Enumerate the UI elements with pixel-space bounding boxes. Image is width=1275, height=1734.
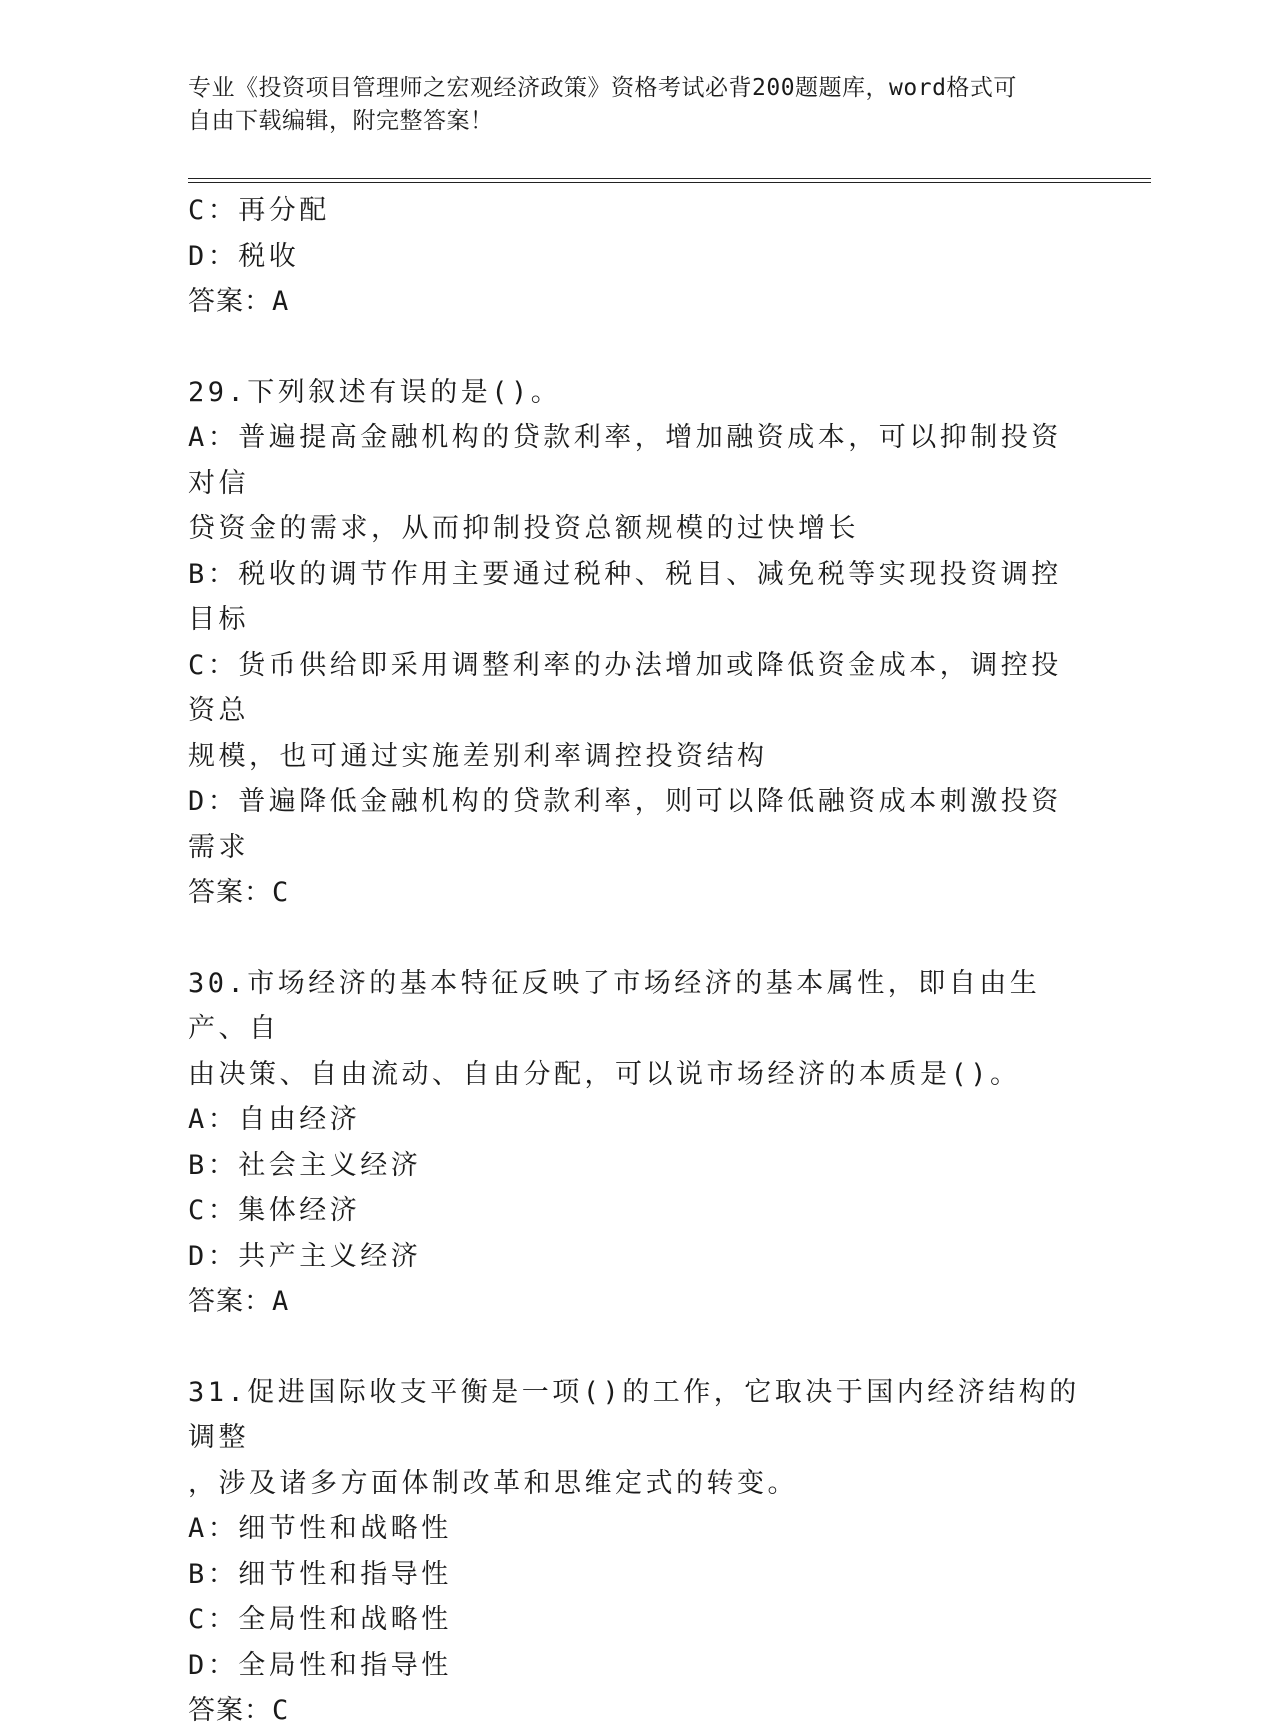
question-30	[188, 961, 1088, 1325]
option-a-line-2: 贷资金的需求，从而抑制投资总额规模的过快增长	[188, 513, 859, 544]
answer-value: A	[272, 1286, 289, 1317]
option-d: D：共产主义经济	[188, 1240, 422, 1272]
answer-value: C	[272, 877, 289, 908]
answer-line	[188, 1279, 1088, 1325]
answer-label: 答案：	[188, 1695, 272, 1726]
option-a-line-1: A：普遍提高金融机构的贷款利率，增加融资成本，可以抑制投资对信	[188, 422, 1062, 499]
answer-line	[188, 870, 1088, 916]
header-title-line-1: 专业《投资项目管理师之宏观经济政策》资格考试必背200题题库，word格式可	[188, 75, 1017, 101]
question-stem-line-1: 30.市场经济的基本特征反映了市场经济的基本属性，即自由生产、自	[188, 967, 1041, 1044]
option-c: C：集体经济	[188, 1195, 361, 1226]
answer-label: 答案：	[188, 877, 272, 908]
question-stem-line-2: 由决策、自由流动、自由分配，可以说市场经济的本质是()。	[188, 1058, 1021, 1090]
answer-value: A	[272, 286, 289, 317]
answer-line	[188, 1688, 1088, 1734]
answer-label: 答案：	[188, 286, 272, 317]
answer-line	[188, 279, 1088, 325]
option-b: B：税收的调节作用主要通过税种、税目、减免税等实现投资调控目标	[188, 558, 1062, 635]
answer-value: C	[272, 1695, 289, 1726]
question-28-tail	[188, 188, 1088, 325]
option-d: D：税收	[188, 240, 300, 272]
option-c: C：再分配	[188, 195, 330, 226]
answer-label: 答案：	[188, 1286, 272, 1317]
option-a: A：细节性和战略性	[188, 1513, 452, 1544]
header-divider	[188, 178, 1151, 183]
option-a: A：自由经济	[188, 1104, 361, 1135]
option-c-line-1: C：货币供给即采用调整利率的办法增加或降低资金成本，调控投资总	[188, 649, 1062, 726]
option-c: C：全局性和战略性	[188, 1604, 452, 1635]
question-stem-line-1: 31.促进国际收支平衡是一项()的工作，它取决于国内经济结构的调整	[188, 1376, 1080, 1453]
header-title-line-2: 自由下载编辑，附完整答案！	[188, 108, 494, 134]
question-stem-line-2: ，涉及诸多方面体制改革和思维定式的转变。	[188, 1467, 798, 1499]
document-body	[188, 188, 1088, 1734]
option-b: B：细节性和指导性	[188, 1558, 452, 1590]
option-b: B：社会主义经济	[188, 1149, 422, 1181]
option-d: D：普遍降低金融机构的贷款利率，则可以降低融资成本刺激投资需求	[188, 786, 1062, 863]
question-31	[188, 1370, 1088, 1734]
option-c-line-2: 规模，也可通过实施差别利率调控投资结构	[188, 740, 768, 772]
document-header	[188, 72, 1068, 138]
question-29	[188, 370, 1088, 916]
option-d: D：全局性和指导性	[188, 1649, 452, 1681]
question-stem: 29.下列叙述有误的是()。	[188, 376, 562, 408]
